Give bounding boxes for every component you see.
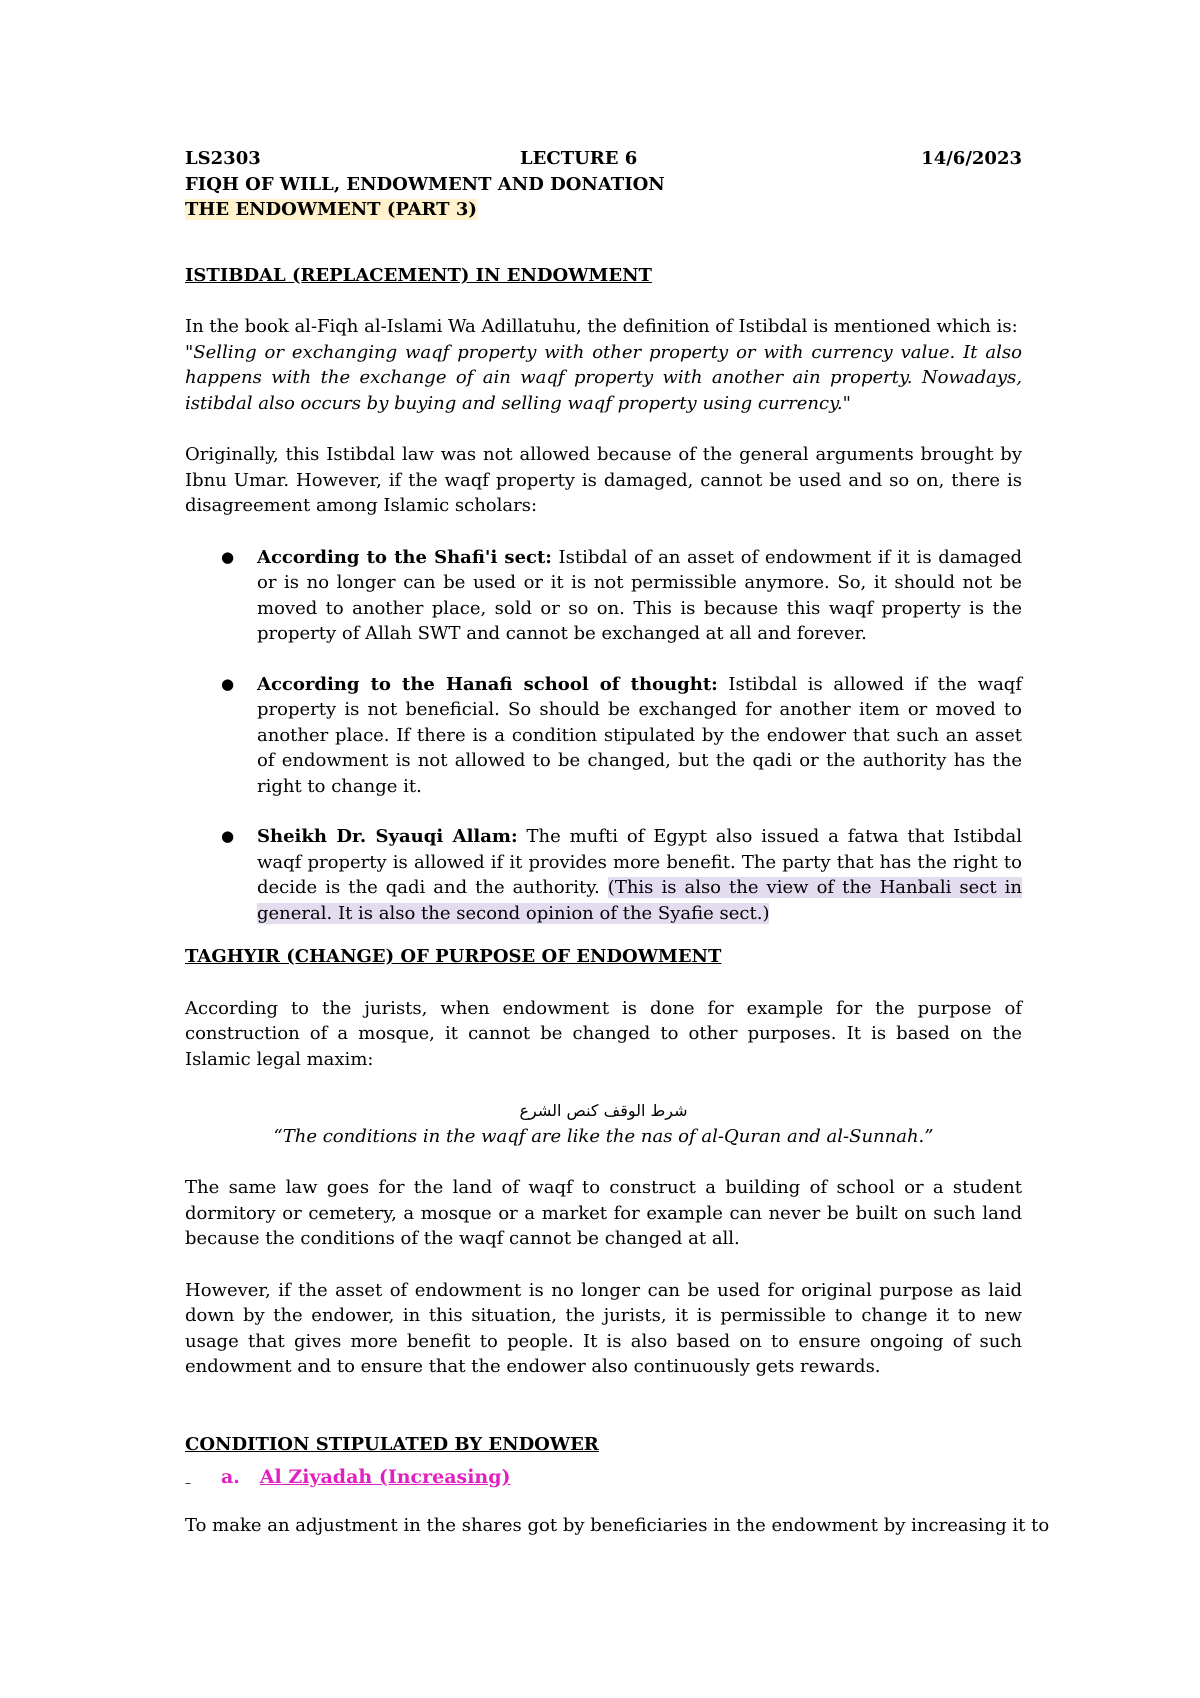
part-title: THE ENDOWMENT (PART 3) <box>185 199 477 220</box>
condition-heading: CONDITION STIPULATED BY ENDOWER <box>185 1433 599 1455</box>
header-row <box>185 146 1022 172</box>
subject-title: FIQH OF WILL, ENDOWMENT AND DONATION <box>185 173 665 195</box>
item-marker: a. <box>221 1466 240 1488</box>
bullet-icon: ● <box>221 827 235 845</box>
taghyir-para3: However, if the asset of endowment is no longer can be used for original purpose as laid down by the endower, in this situation, the jurists, it is permissible to change it to new usage that gives more benefit to people. It is also based on to ensure ongoing of such endowment and to ensure that the endower also continuously gets rewards. <box>185 1279 1022 1377</box>
taghyir-para2: The same law goes for the land of waqf to construct a building of school or a student dormitory or cemetery, a mosque or a market for example can never be built on such land because the conditions of the waqf cannot be changed at all. <box>185 1177 1022 1249</box>
opinions-list <box>185 545 1022 927</box>
item-title: Al Ziyadah (Increasing) <box>259 1466 511 1488</box>
highlighted-note: (This is also the view of the Hanbali sect in general. It is also the second opinion of the Syafie sect.) <box>257 877 1022 924</box>
condition-para1: To make an adjustment in the shares got by beneficiaries in the endowment by increasing it to <box>185 1515 1050 1536</box>
opinion-text: The mufti of Egypt also issued a fatwa that Istibdal waqf property is allowed if it provides more benefit. The party that has the right to decide is the qadi and the authority. <box>257 826 1022 898</box>
list-item <box>185 672 1022 800</box>
list-marker-dash: – <box>185 1476 191 1490</box>
course-code: LS2303 <box>185 148 261 169</box>
opinion-lead: According to the Hanafi school of thought: <box>257 673 718 695</box>
condition-item-a <box>185 1465 511 1491</box>
taghyir-heading: TAGHYIR (CHANGE) OF PURPOSE OF ENDOWMENT <box>185 946 722 967</box>
bullet-icon: ● <box>221 674 235 693</box>
taghyir-para1: According to the jurists, when endowment is done for example for the purpose of construction of a mosque, it cannot be changed to other purposes. It is based on the Islamic legal maxim: <box>185 997 1022 1070</box>
lecture-date: 14/6/2023 <box>921 148 1022 169</box>
opinion-text: Istibdal is allowed if the waqf property is not beneficial. So should be exchanged for another item or moved to another place. If there is a condition stipulated by the endower that such an asset of endowment is not allowed to be changed, but the qadi or the authority has the right to change it. <box>257 673 1022 797</box>
maxim-translation: “The conditions in the waqf are like the nas of al-Quran and al-Sunnah.” <box>273 1125 934 1147</box>
list-item <box>185 824 1022 926</box>
lecture-number: LECTURE 6 <box>520 148 638 169</box>
istibdal-intro: In the book al-Fiqh al-Islami Wa Adillatuhu, the definition of Istibdal is mentioned which is: <box>185 316 1018 337</box>
opinion-lead: Sheikh Dr. Syauqi Allam: <box>257 826 518 847</box>
document-body <box>185 146 1050 1539</box>
istibdal-para2: Originally, this Istibdal law was not allowed because of the general arguments brought by Ibnu Umar. However, if the waqf property is damaged, cannot be used and so on, there is disagreement among Islamic scholars: <box>185 444 1022 516</box>
opinion-text: Istibdal of an asset of endowment if it is damaged or is no longer can be used or it is not permissible anymore. So, it should not be moved to another place, sold or so on. This is because this waqf property is the property of Allah SWT and cannot be exchanged at all and forever. <box>257 546 1022 644</box>
arabic-maxim: شرط الوقف كنص الشرع <box>519 1101 688 1120</box>
istibdal-quote: "Selling or exchanging waqf property with other property or with currency value. It also happens with the exchange of ain waqf property with another ain property. Nowadays, istibdal also occurs by buying and selling waqf property using currency." <box>185 341 1022 414</box>
bullet-icon: ● <box>221 547 235 566</box>
opinion-lead: According to the Shafi'i sect: <box>257 546 552 568</box>
istibdal-heading: ISTIBDAL (REPLACEMENT) IN ENDOWMENT <box>185 264 652 286</box>
list-item <box>185 545 1022 647</box>
